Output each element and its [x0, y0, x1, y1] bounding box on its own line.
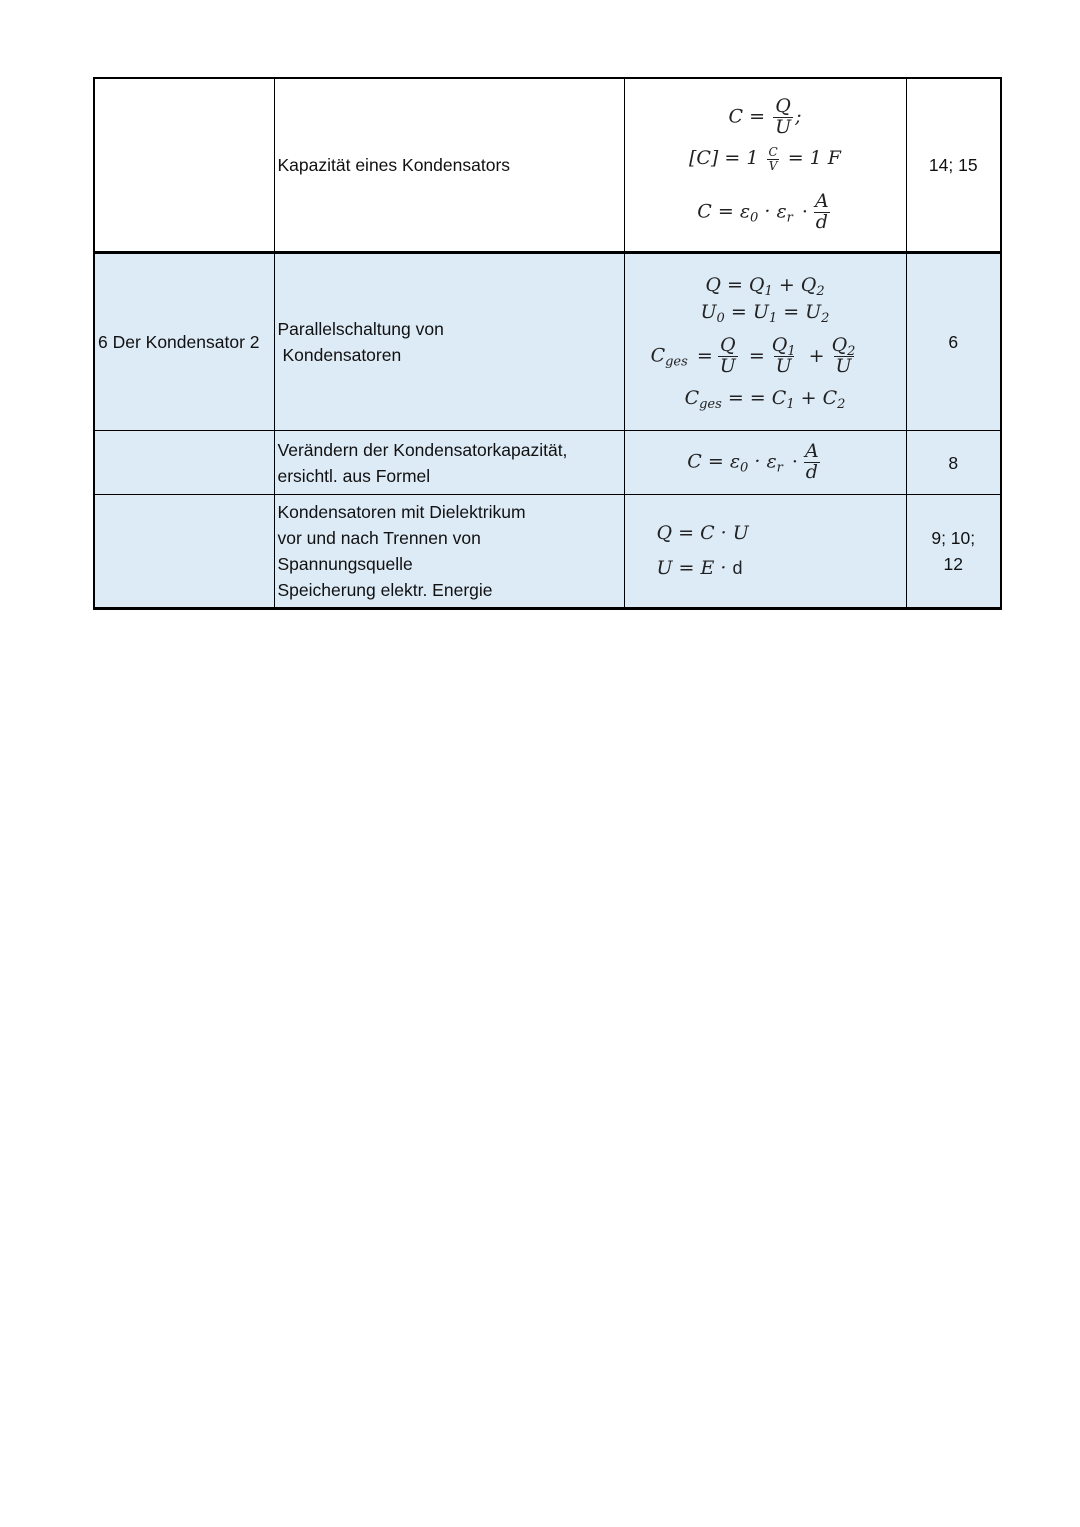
topic-line: Kondensatoren [282, 345, 402, 365]
formula-charge: Q = C · U [656, 522, 749, 544]
formula-block [625, 274, 906, 412]
chapter-cell [94, 495, 274, 609]
formula-block [605, 442, 906, 483]
formula-block [625, 97, 906, 233]
chapter-cell: 6 Der Kondensator 2 [94, 253, 274, 431]
formula-capacity-unit: [C] = 1 $\frac{C}{V}$ = 1 F [688, 144, 841, 173]
table-row [94, 253, 1001, 431]
formula-total-capacity-fraction: $C_{ges}$ = $\frac{Q}{U}$ = $\frac{Q_1}{U}$ + $\frac{Q_2}{U}$ [650, 334, 856, 377]
chapter-cell [94, 431, 274, 495]
formula-voltage-field: U = E · d [656, 557, 743, 579]
reference-cell: 6 [906, 253, 1001, 431]
topic-cell [274, 253, 624, 431]
table-row [94, 431, 1001, 495]
topic-line: vor und nach Trennen von [277, 528, 481, 548]
topic-line: Kondensatoren mit Dielektrikum [277, 502, 526, 522]
topic-line: Verändern der Kondensatorkapazität, [277, 439, 568, 460]
formula-block [625, 524, 906, 578]
formula-cell [624, 431, 906, 495]
formula-plate-capacitor: $C = \varepsilon_0 \cdot \varepsilon_r$ · $\frac{A}{d}$ [687, 440, 819, 483]
topic-line: Spannungsquelle [277, 554, 413, 574]
topic-cell [274, 495, 624, 609]
topic-line: ersichtl. aus Formel [277, 465, 431, 486]
topic-line: Speicherung elektr. Energie [277, 580, 493, 600]
topic-cell [274, 431, 624, 495]
formula-cell [624, 78, 906, 253]
formula-capacity-definition: C = $\frac{Q}{U}$ ; [728, 95, 802, 138]
reference-cell: 14; 15 [906, 78, 1001, 253]
formula-charge-sum: $Q = Q_1 + Q_2$ [705, 274, 825, 300]
reference-cell: 8 [906, 431, 1001, 495]
topic-line: Kapazität eines Kondensators [277, 155, 511, 175]
formula-total-capacity-sum: $C_{ges}$ = = $C_1 + C_2$ [684, 386, 846, 412]
formula-table [93, 77, 1002, 610]
topic-line: Parallelschaltung von [277, 319, 444, 339]
formula-voltage-equal: $U_0 = U_1 = U_2$ [700, 301, 830, 327]
reference-line: 9; 10; [931, 528, 976, 548]
table-row [94, 495, 1001, 609]
topic-cell [274, 78, 624, 253]
chapter-cell [94, 78, 274, 253]
reference-cell [906, 495, 1001, 609]
formula-plate-capacitor: $C = \varepsilon_0 \cdot \varepsilon_r$ · $\frac{A}{d}$ [697, 190, 829, 234]
reference-line: 12 [943, 554, 963, 574]
table-row [94, 78, 1001, 253]
formula-cell [624, 495, 906, 609]
formula-cell [624, 253, 906, 431]
